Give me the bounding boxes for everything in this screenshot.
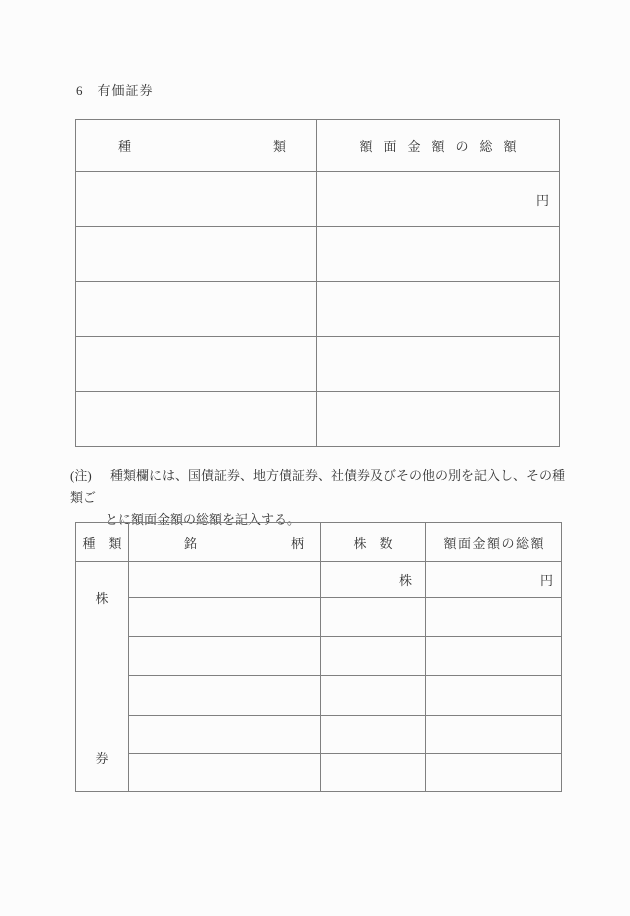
header-type-right: 類: [272, 139, 286, 154]
cell-shares: [321, 715, 426, 753]
header-face-amount: [426, 523, 562, 562]
table-row: [76, 598, 562, 637]
cell-face-amount: [426, 753, 562, 791]
header-brand: [129, 523, 321, 562]
note-line: とに額面金額の総額を記入する。: [105, 512, 301, 527]
cell-brand: [129, 715, 321, 753]
cell-shares: [321, 676, 426, 715]
note-label: (注): [70, 468, 92, 483]
cell-face-amount: [426, 715, 562, 753]
cell-face-amount: [426, 637, 562, 676]
kind-char-kabu: 株: [95, 591, 109, 606]
cell-face-amount: 円: [426, 562, 562, 598]
cell-shares: 株: [321, 562, 426, 598]
table-row: [76, 337, 560, 392]
header-type-left: 種: [118, 139, 132, 154]
table-row: [76, 282, 560, 337]
cell-type: [76, 337, 317, 392]
cell-shares: [321, 598, 426, 637]
cell-amount: [317, 282, 560, 337]
cell-shares: [321, 753, 426, 791]
cell-type: [76, 227, 317, 282]
header-face-amount-label: 額面金額の総額: [443, 535, 545, 551]
cell-amount: [317, 337, 560, 392]
header-brand-left: 銘: [184, 535, 198, 551]
table-row: [76, 562, 562, 598]
cell-amount: 円: [317, 172, 560, 227]
cell-kind-merged: [76, 562, 129, 792]
table-row: [76, 392, 560, 447]
cell-brand: [129, 753, 321, 791]
note-line: [70, 465, 565, 509]
cell-brand: [129, 598, 321, 637]
table-row: [76, 637, 562, 676]
stock-certificates-table: [75, 522, 562, 792]
page-title: 6 有価証券: [76, 83, 154, 98]
cell-amount: [317, 392, 560, 447]
header-type: [76, 120, 317, 172]
table-row: [76, 172, 560, 227]
table-header-row: [76, 523, 562, 562]
securities-summary-table: [75, 119, 560, 447]
header-amount: [317, 120, 560, 172]
cell-brand: [129, 562, 321, 598]
cell-type: [76, 282, 317, 337]
header-amount-label: 額面金額の総額: [359, 139, 528, 154]
table-row: [76, 676, 562, 715]
cell-brand: [129, 676, 321, 715]
table-row: [76, 753, 562, 791]
table-row: [76, 227, 560, 282]
table-header-row: [76, 120, 560, 172]
header-shares: 株 数: [321, 523, 426, 562]
kind-char-ken: 券: [95, 751, 109, 766]
cell-face-amount: [426, 676, 562, 715]
note-text: 種類欄には、国債証券、地方債証券、社債券及びその他の別を記入し、その種類ご: [70, 468, 566, 505]
header-brand-right: 柄: [290, 535, 304, 551]
table-row: [76, 715, 562, 753]
cell-face-amount: [426, 598, 562, 637]
cell-type: [76, 172, 317, 227]
cell-shares: [321, 637, 426, 676]
header-kind: 種 類: [76, 523, 129, 562]
cell-amount: [317, 227, 560, 282]
cell-brand: [129, 637, 321, 676]
cell-type: [76, 392, 317, 447]
